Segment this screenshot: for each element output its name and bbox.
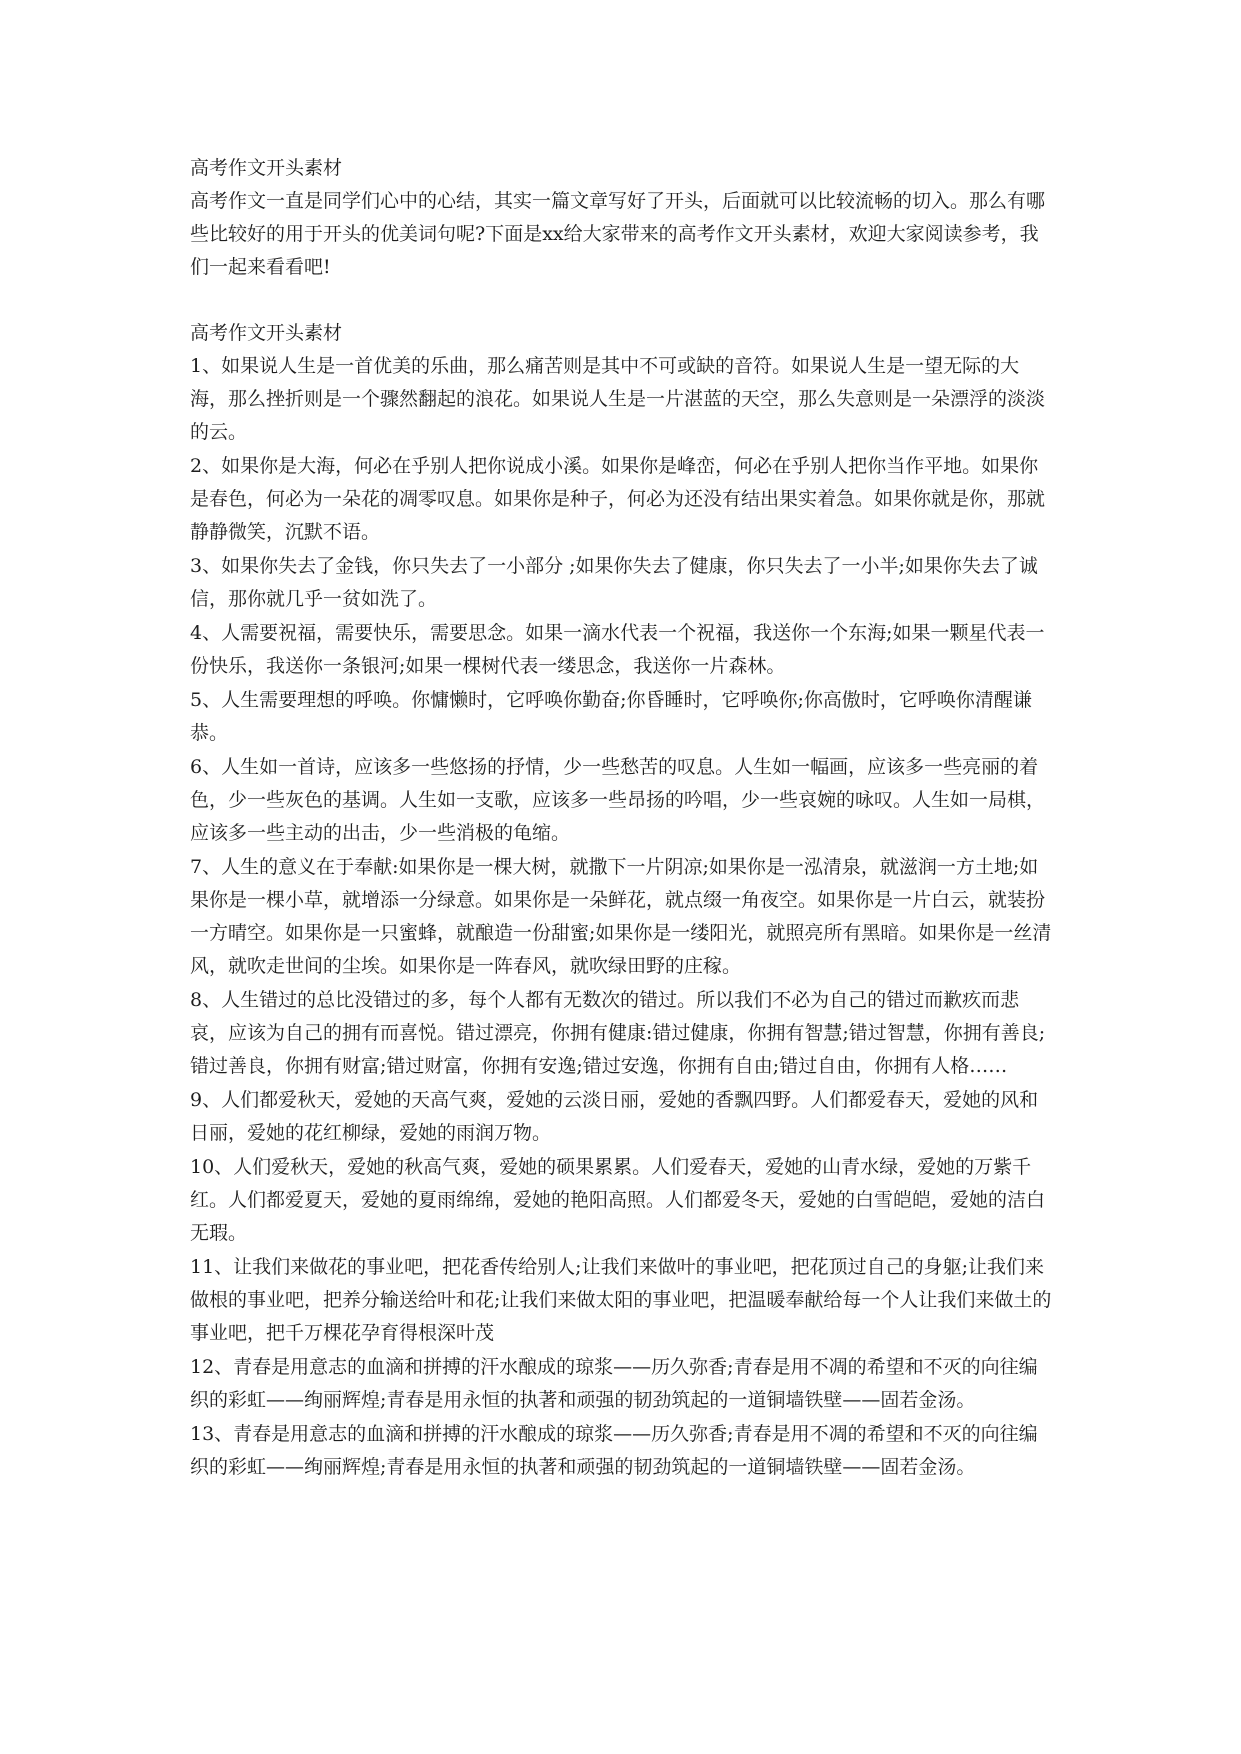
list-item: 7、人生的意义在于奉献:如果你是一棵大树，就撒下一片阴凉;如果你是一泓清泉，就滋润一方土地;如果你是一棵小草，就增添一分绿意。如果你是一朵鲜花，就点缀一角夜空。如果你是一片白云，就装扮一方晴空。如果你是一只蜜蜂，就酿造一份甜蜜;如果你是一缕阳光，就照亮所有黑暗。如果你是一丝清风，就吹走世间的尘埃。如果你是一阵春风，就吹绿田野的庄稼。 (190, 856, 1052, 977)
list-item: 8、人生错过的总比没错过的多，每个人都有无数次的错过。所以我们不必为自己的错过而歉疚而悲哀，应该为自己的拥有而喜悦。错过漂亮，你拥有健康:错过健康，你拥有智慧;错过智慧，你拥有善良;错过善良，你拥有财富;错过财富，你拥有安逸;错过安逸，你拥有自由;错过自由，你拥有人格…… (190, 989, 1046, 1077)
paragraph-spacer (190, 284, 1055, 317)
list-item: 2、如果你是大海，何必在乎别人把你说成小溪。如果你是峰峦，何必在乎别人把你当作平地。如果你是春色，何必为一朵花的凋零叹息。如果你是种子，何必为还没有结出果实着急。如果你就是你，那就静静微笑，沉默不语。 (190, 455, 1046, 543)
list-item: 10、人们爱秋天，爱她的秋高气爽，爱她的硕果累累。人们爱春天，爱她的山青水绿，爱她的万紫千红。人们都爱夏天，爱她的夏雨绵绵，爱她的艳阳高照。人们都爱冬天，爱她的白雪皑皑，爱她的洁白无瑕。 (190, 1156, 1046, 1244)
list-item: 3、如果你失去了金钱，你只失去了一小部分 ;如果你失去了健康，你只失去了一小半;如果你失去了诚信，那你就几乎一贫如洗了。 (190, 555, 1038, 610)
list-item: 9、人们都爱秋天，爱她的天高气爽，爱她的云淡日丽，爱她的香飘四野。人们都爱春天，爱她的风和日丽，爱她的花红柳绿，爱她的雨润万物。 (190, 1089, 1039, 1144)
list-item: 1、如果说人生是一首优美的乐曲，那么痛苦则是其中不可或缺的音符。如果说人生是一望无际的大海，那么挫折则是一个骤然翻起的浪花。如果说人生是一片湛蓝的天空，那么失意则是一朵漂浮的淡淡的云。 (190, 355, 1046, 443)
list-item: 13、青春是用意志的血滴和拼搏的汗水酿成的琼浆——历久弥香;青春是用不凋的希望和不灭的向往编织的彩虹——绚丽辉煌;青春是用永恒的执著和顽强的韧劲筑起的一道铜墙铁壁——固若金汤。 (190, 1423, 1038, 1478)
list-item: 5、人生需要理想的呼唤。你慵懒时，它呼唤你勤奋;你昏睡时，它呼唤你;你高傲时，它呼唤你清醒谦恭。 (190, 689, 1032, 744)
document-page (190, 152, 1055, 1485)
list-item: 12、青春是用意志的血滴和拼搏的汗水酿成的琼浆——历久弥香;青春是用不凋的希望和不灭的向往编织的彩虹——绚丽辉煌;青春是用永恒的执著和顽强的韧劲筑起的一道铜墙铁壁——固若金汤。 (190, 1356, 1038, 1411)
section-title: 高考作文开头素材 (190, 322, 343, 344)
list-item: 11、让我们来做花的事业吧，把花香传给别人;让我们来做叶的事业吧，把花顶过自己的身躯;让我们来做根的事业吧，把养分输送给叶和花;让我们来做太阳的事业吧，把温暖奉献给每一个人让我们来做土的事业吧，把千万棵花孕育得根深叶茂 (190, 1256, 1052, 1344)
list-item: 6、人生如一首诗，应该多一些悠扬的抒情，少一些愁苦的叹息。人生如一幅画，应该多一些亮丽的着色，少一些灰色的基调。人生如一支歌，应该多一些昂扬的吟唱，少一些哀婉的咏叹。人生如一局棋，应该多一些主动的出击，少一些消极的龟缩。 (190, 756, 1046, 844)
list-item: 4、人需要祝福，需要快乐，需要思念。如果一滴水代表一个祝福，我送你一个东海;如果一颗星代表一份快乐，我送你一条银河;如果一棵树代表一缕思念，我送你一片森林。 (190, 622, 1045, 677)
document-title: 高考作文开头素材 (190, 157, 343, 179)
intro-paragraph: 高考作文一直是同学们心中的心结，其实一篇文章写好了开头，后面就可以比较流畅的切入。那么有哪些比较好的用于开头的优美词句呢?下面是xx给大家带来的高考作文开头素材，欢迎大家阅读参考，我们一起来看看吧! (190, 190, 1046, 278)
